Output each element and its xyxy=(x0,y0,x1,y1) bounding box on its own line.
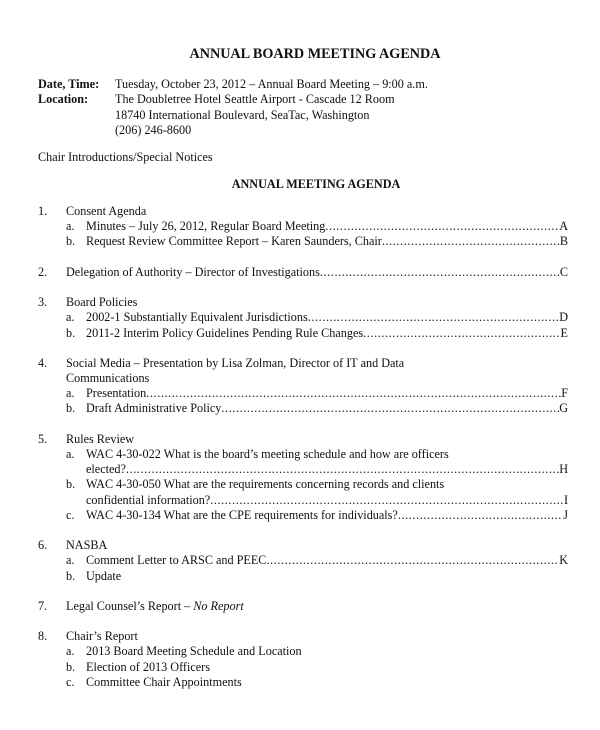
item-title-italic: No Report xyxy=(193,598,244,613)
agenda-item xyxy=(38,204,568,250)
agenda-item xyxy=(38,265,568,280)
sub-item-text: Request Review Committee Report – Karen Saunders, Chair xyxy=(86,234,382,249)
sub-item-reference: H xyxy=(559,462,568,477)
agenda-item-line xyxy=(38,371,568,386)
sub-item-text: WAC 4-30-022 What is the board’s meeting schedule and how are officers xyxy=(86,447,449,461)
sub-item-reference: D xyxy=(559,310,568,325)
sub-item-leader xyxy=(86,508,568,523)
dot-leader xyxy=(146,386,561,401)
sub-item-line xyxy=(38,477,568,492)
agenda-item-line xyxy=(38,599,568,614)
sub-item-letter: a. xyxy=(66,553,75,568)
item-number: 8. xyxy=(38,629,48,644)
item-title: Chair’s Report xyxy=(66,629,138,644)
sub-item-letter: b. xyxy=(66,568,76,583)
sub-item-text: Comment Letter to ARSC and PEEC xyxy=(86,553,267,568)
sub-item-text: Draft Administrative Policy xyxy=(86,401,222,416)
sub-item-line xyxy=(38,219,568,234)
sub-item-reference: A xyxy=(559,219,568,234)
sub-item-line xyxy=(38,234,568,249)
sub-item-line xyxy=(38,675,568,690)
sub-item-reference: B xyxy=(559,234,568,249)
sub-item-line xyxy=(38,553,568,568)
agenda-subtitle: ANNUAL MEETING AGENDA xyxy=(231,177,401,191)
sub-item-letter: b. xyxy=(66,401,76,416)
agenda-item-line xyxy=(38,295,568,310)
sub-item-text: Election of 2013 Officers xyxy=(86,659,210,674)
location-label: Location: xyxy=(38,92,89,107)
item-title: Consent Agenda xyxy=(66,204,147,218)
sub-item-letter: b. xyxy=(66,325,76,340)
sub-item-letter: a. xyxy=(66,310,75,325)
item-reference: C xyxy=(559,264,568,279)
location-row xyxy=(38,92,428,107)
sub-item-line xyxy=(38,326,568,341)
item-number: 7. xyxy=(38,598,48,613)
agenda-item xyxy=(38,432,568,523)
agenda-item xyxy=(38,599,568,614)
dot-leader xyxy=(325,219,559,234)
location-row-2 xyxy=(38,108,428,123)
sub-item-reference: F xyxy=(561,386,568,401)
agenda-item-line xyxy=(38,629,568,644)
sub-item-line xyxy=(38,447,568,462)
sub-item-leader xyxy=(86,234,568,249)
sub-item-letter: a. xyxy=(66,644,75,659)
location-line-2: 18740 International Boulevard, SeaTac, Washington xyxy=(115,107,370,122)
sub-item-text: Minutes – July 26, 2012, Regular Board Meeting xyxy=(86,219,326,234)
sub-item-letter: b. xyxy=(66,234,76,249)
sub-item-line xyxy=(38,401,568,416)
item-number: 4. xyxy=(38,355,48,370)
sub-item-line xyxy=(38,462,568,477)
agenda-list xyxy=(38,204,568,705)
item-title: Social Media – Presentation by Lisa Zolman, Director of IT and Data xyxy=(66,355,405,370)
sub-item-leader xyxy=(86,219,568,234)
sub-item-text: Presentation xyxy=(86,386,147,401)
item-number: 6. xyxy=(38,538,48,553)
agenda-item xyxy=(38,629,568,690)
dot-leader xyxy=(126,462,559,477)
sub-item-leader xyxy=(86,386,568,401)
dot-leader xyxy=(221,401,559,416)
chair-notice: Chair Introductions/Special Notices xyxy=(38,150,213,164)
agenda-item xyxy=(38,295,568,341)
sub-item-text: 2011-2 Interim Policy Guidelines Pending Rule Changes xyxy=(86,325,364,340)
dot-leader xyxy=(320,265,560,280)
agenda-item xyxy=(38,356,568,417)
item-title: Rules Review xyxy=(66,431,135,446)
location-line-1: The Doubletree Hotel Seattle Airport - Cascade 12 Room xyxy=(115,92,395,107)
sub-item-reference: E xyxy=(560,325,568,340)
item-number: 5. xyxy=(38,431,48,446)
item-number: 1. xyxy=(38,204,48,218)
agenda-item xyxy=(38,538,568,584)
sub-item-letter: a. xyxy=(66,386,75,401)
sub-item-leader xyxy=(86,462,568,477)
date-row xyxy=(38,77,428,92)
sub-item-text: 2002-1 Substantially Equivalent Jurisdictions xyxy=(86,310,308,325)
sub-item-reference: G xyxy=(559,401,568,416)
sub-item-letter: b. xyxy=(66,477,76,492)
location-row-3 xyxy=(38,123,428,138)
sub-item-leader xyxy=(86,401,568,416)
item-title: Legal Counsel’s Report – xyxy=(66,598,194,613)
agenda-item-line xyxy=(38,538,568,553)
sub-item-letter: c. xyxy=(66,674,75,689)
item-title: NASBA xyxy=(66,538,108,553)
sub-item-leader xyxy=(86,493,568,508)
sub-item-line xyxy=(38,569,568,584)
agenda-item-line xyxy=(38,432,568,447)
document-title: ANNUAL BOARD MEETING AGENDA xyxy=(189,46,441,62)
item-number: 3. xyxy=(38,295,48,310)
sub-item-text-continued: elected? xyxy=(86,462,126,477)
item-title-leader xyxy=(66,265,568,280)
dot-leader xyxy=(308,310,559,325)
item-title: Delegation of Authority – Director of Investigations xyxy=(66,264,320,279)
sub-item-line xyxy=(38,493,568,508)
item-title-wrap xyxy=(66,599,244,614)
sub-item-line xyxy=(38,386,568,401)
sub-item-leader xyxy=(86,310,568,325)
agenda-item-line xyxy=(38,356,568,371)
agenda-item-line xyxy=(38,204,568,219)
dot-leader xyxy=(363,326,560,341)
agenda-item-line xyxy=(38,265,568,280)
meeting-details xyxy=(38,77,428,139)
sub-item-line xyxy=(38,660,568,675)
sub-item-letter: a. xyxy=(66,447,75,461)
location-phone: (206) 246-8600 xyxy=(115,123,192,138)
item-title-continued: Communications xyxy=(66,371,150,386)
dot-leader xyxy=(210,493,564,508)
item-title: Board Policies xyxy=(66,295,138,310)
sub-item-letter: c. xyxy=(66,507,75,522)
sub-item-letter: a. xyxy=(66,219,75,234)
sub-item-line xyxy=(38,310,568,325)
sub-item-text-continued: confidential information? xyxy=(86,492,211,507)
sub-item-letter: b. xyxy=(66,659,76,674)
item-number: 2. xyxy=(38,264,48,279)
sub-item-line xyxy=(38,644,568,659)
sub-item-text: WAC 4-30-050 What are the requirements concerning records and clients xyxy=(86,477,445,492)
sub-item-reference: K xyxy=(559,553,568,568)
sub-item-text: Committee Chair Appointments xyxy=(86,674,242,689)
sub-item-line xyxy=(38,508,568,523)
sub-item-reference: J xyxy=(563,507,568,522)
dot-leader xyxy=(266,553,559,568)
sub-item-text: Update xyxy=(86,568,122,583)
date-label: Date, Time: xyxy=(38,77,100,91)
dot-leader xyxy=(382,234,560,249)
date-value: Tuesday, October 23, 2012 – Annual Board Meeting – 9:00 a.m. xyxy=(115,77,428,91)
dot-leader xyxy=(398,508,563,523)
sub-item-leader xyxy=(86,326,568,341)
sub-item-leader xyxy=(86,553,568,568)
sub-item-text: 2013 Board Meeting Schedule and Location xyxy=(86,644,302,659)
sub-item-text: WAC 4-30-134 What are the CPE requirements for individuals? xyxy=(86,507,398,522)
sub-item-reference: I xyxy=(563,492,568,507)
